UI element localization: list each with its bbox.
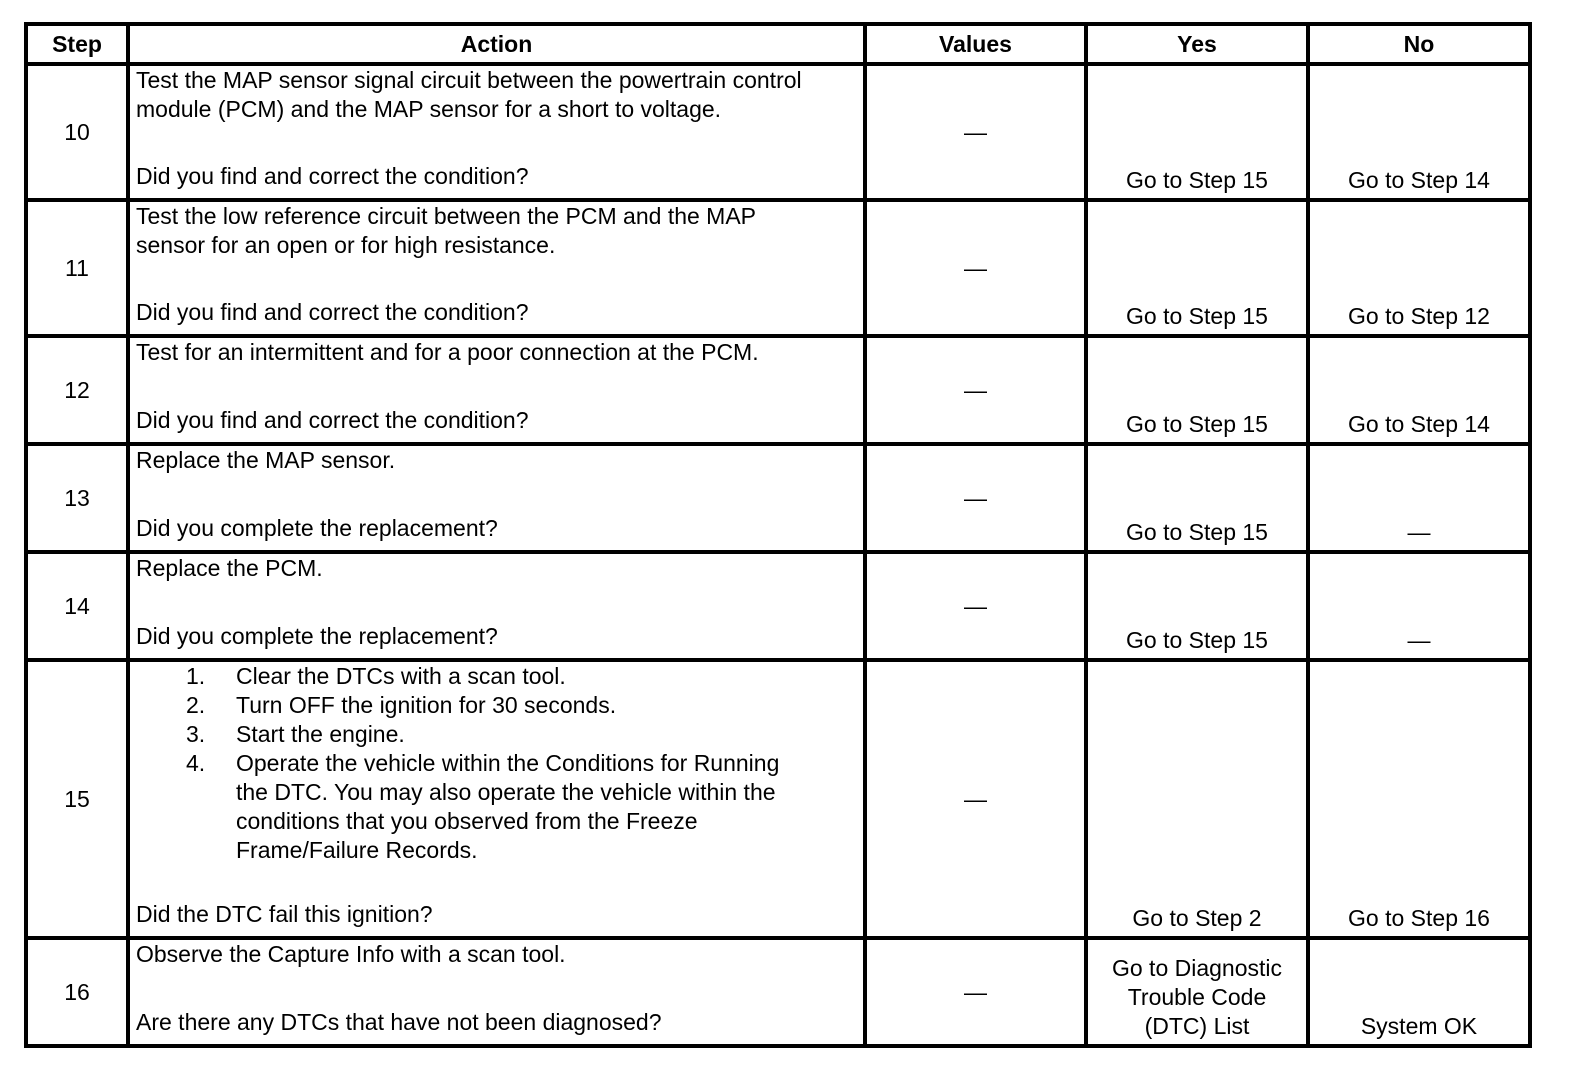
values-cell: — <box>865 336 1086 444</box>
step-number: 15 <box>26 660 128 938</box>
action-text: Test for an intermittent and for a poor connection at the PCM. <box>136 339 759 365</box>
action-question: Did you find and correct the condition? <box>136 407 529 433</box>
action-text: Test the low reference circuit between the PCM and the MAP sensor for an open or for high resistance. <box>136 203 757 258</box>
values-cell: — <box>865 552 1086 660</box>
yes-cell <box>1086 552 1308 660</box>
yes-cell <box>1086 64 1308 200</box>
no-cell <box>1308 660 1530 938</box>
table-row <box>26 200 1530 336</box>
table-row <box>26 660 1530 938</box>
action-text: Replace the MAP sensor. <box>136 447 396 473</box>
step-number: 16 <box>26 938 128 1046</box>
action-cell <box>128 444 865 552</box>
header-yes: Yes <box>1086 24 1308 64</box>
yes-cell <box>1086 336 1308 444</box>
values-cell: — <box>865 200 1086 336</box>
table-row <box>26 938 1530 1046</box>
header-no: No <box>1308 24 1530 64</box>
values-cell: — <box>865 660 1086 938</box>
values-cell: — <box>865 938 1086 1046</box>
yes-cell <box>1086 200 1308 336</box>
procedure-list <box>136 662 859 865</box>
yes-cell <box>1086 660 1308 938</box>
header-row <box>26 24 1530 64</box>
action-cell <box>128 64 865 200</box>
action-question: Did the DTC fail this ignition? <box>136 901 433 927</box>
values-cell: — <box>865 444 1086 552</box>
no-text: Go to Step 12 <box>1348 303 1490 329</box>
action-cell <box>128 552 865 660</box>
values-cell: — <box>865 64 1086 200</box>
table-row <box>26 552 1530 660</box>
action-question: Did you complete the replacement? <box>136 515 498 541</box>
list-item: 4. Operate the vehicle within the Conditions for Running the DTC. You may also operate the vehicle within the conditions that you observed from the Freeze Frame/Failure Records. <box>186 750 780 863</box>
action-text: Test the MAP sensor signal circuit between the powertrain control module (PCM) and the MAP sensor for a short to voltage. <box>136 67 802 122</box>
no-cell <box>1308 336 1530 444</box>
no-text: — <box>1407 519 1431 545</box>
action-question: Did you find and correct the condition? <box>136 299 529 325</box>
no-text: Go to Step 14 <box>1348 167 1490 193</box>
step-number: 13 <box>26 444 128 552</box>
header-step: Step <box>26 24 128 64</box>
list-item: 3. Start the engine. <box>186 721 405 747</box>
no-cell <box>1308 444 1530 552</box>
no-cell <box>1308 552 1530 660</box>
header-values: Values <box>865 24 1086 64</box>
table-row <box>26 336 1530 444</box>
action-cell <box>128 938 865 1046</box>
action-text: Observe the Capture Info with a scan tool. <box>136 941 566 967</box>
table-row <box>26 64 1530 200</box>
step-number: 11 <box>26 200 128 336</box>
yes-text: Go to Step 15 <box>1126 167 1268 193</box>
yes-text: Go to Step 2 <box>1132 905 1262 931</box>
no-text: Go to Step 14 <box>1348 411 1490 437</box>
header-action: Action <box>128 24 865 64</box>
no-cell <box>1308 64 1530 200</box>
no-cell <box>1308 938 1530 1046</box>
action-question: Are there any DTCs that have not been diagnosed? <box>136 1009 662 1035</box>
yes-text: Go to Step 15 <box>1126 519 1268 545</box>
action-question: Did you complete the replacement? <box>136 623 498 649</box>
no-text: Go to Step 16 <box>1348 905 1490 931</box>
no-cell <box>1308 200 1530 336</box>
action-text: Replace the PCM. <box>136 555 323 581</box>
yes-text: Go to Step 15 <box>1126 303 1268 329</box>
action-question: Did you find and correct the condition? <box>136 163 529 189</box>
list-item: 2. Turn OFF the ignition for 30 seconds. <box>186 692 617 718</box>
yes-text: Go to Step 15 <box>1126 411 1268 437</box>
step-number: 10 <box>26 64 128 200</box>
step-number: 14 <box>26 552 128 660</box>
action-cell <box>128 200 865 336</box>
table-row <box>26 444 1530 552</box>
step-number: 12 <box>26 336 128 444</box>
list-item: 1. Clear the DTCs with a scan tool. <box>186 663 566 689</box>
yes-text: Go to Step 15 <box>1126 627 1268 653</box>
diagnostic-table <box>24 22 1532 1048</box>
action-cell <box>128 336 865 444</box>
no-text: System OK <box>1360 1013 1478 1039</box>
yes-cell <box>1086 938 1308 1046</box>
no-text: — <box>1407 627 1431 653</box>
yes-text: Go to Diagnostic Trouble Code (DTC) List <box>1111 955 1283 1039</box>
yes-cell <box>1086 444 1308 552</box>
action-cell <box>128 660 865 938</box>
